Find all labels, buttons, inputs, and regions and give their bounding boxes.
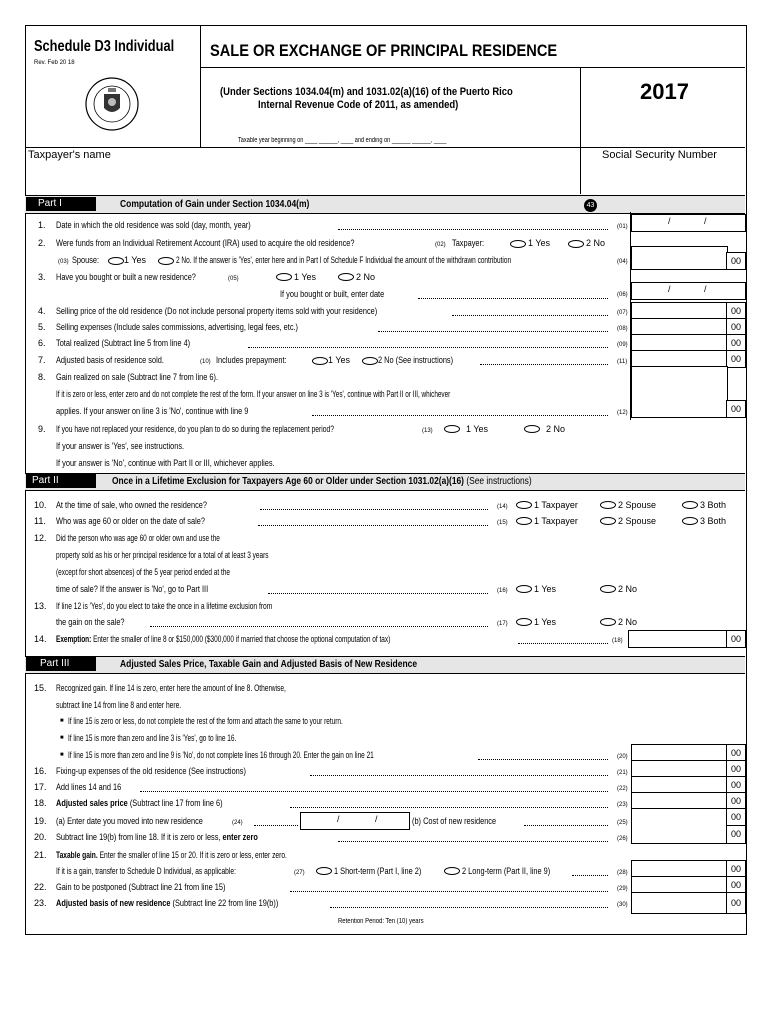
owner-both-radio[interactable] [682, 501, 698, 509]
date-separator: / [375, 814, 378, 824]
line-21-code: (27) [294, 870, 305, 876]
government-seal-icon [84, 76, 140, 132]
line-10-code: (14) [497, 504, 508, 510]
line-23-text: Adjusted basis of new residence (Subtract line 22 from line 19(b)) [56, 898, 279, 908]
new-residence-yes-radio[interactable] [276, 273, 292, 281]
line-6-number: 6. [38, 338, 46, 348]
adjusted-basis-new-cents: 00 [726, 892, 746, 914]
ira-taxpayer-yes-label: 1 Yes [528, 238, 551, 248]
long-term-label: 2 Long-term (Part II, line 9) [462, 866, 551, 876]
line-20-number: 20. [34, 832, 47, 842]
ssn-divider [580, 147, 581, 194]
line-5-number: 5. [38, 322, 46, 332]
line-3-text: Have you bought or built a new residence? [56, 272, 196, 282]
line-2-amount-code: (04) [617, 259, 628, 265]
bullet-icon: ■ [60, 735, 64, 741]
move-in-date-input[interactable] [300, 812, 410, 830]
line-19b-code: (25) [617, 820, 628, 826]
line-19a-text: (a) Enter date you moved into new residence [56, 816, 203, 826]
line-8-text: Gain realized on sale (Subtract line 7 from line 6). [56, 372, 219, 382]
part-1-title: Computation of Gain under Section 1034.04(m) [120, 199, 310, 210]
line-18-number: 18. [34, 798, 47, 808]
form-title: SALE OR EXCHANGE OF PRINCIPAL RESIDENCE [210, 41, 558, 60]
line-19a-code: (24) [232, 820, 243, 826]
line-22-number: 22. [34, 882, 47, 892]
leader-dots [518, 643, 608, 644]
leader-dots [248, 347, 608, 348]
bullet-icon: ■ [60, 718, 64, 724]
leader-dots [254, 825, 298, 826]
line-19b-text: (b) Cost of new residence [412, 816, 497, 826]
exemption-cents: 00 [726, 630, 746, 648]
line-2-taxpayer-label: Taxpayer: [452, 238, 485, 248]
part-2-title: Once in a Lifetime Exclusion for Taxpayers Age 60 or Older under Section 1031.02(a)(16) (See instructions) [112, 476, 532, 487]
leader-dots [572, 875, 608, 876]
line-23-code: (30) [617, 902, 628, 908]
line-10-text: At the time of sale, who owned the residence? [56, 500, 207, 510]
line-6-text: Total realized (Subtract line 5 from line 4) [56, 338, 191, 348]
line-20-code: (26) [617, 836, 628, 842]
line-12-text-2: property sold as his or her principal residence for a total of at least 3 years [56, 550, 269, 560]
line-7-amount-code: (11) [617, 359, 628, 365]
ira-amount-input[interactable] [631, 246, 728, 270]
line-13-text: If line 12 is 'Yes', do you elect to take the once in a lifetime exclusion from [56, 601, 273, 611]
form-subtitle-line-2: Internal Revenue Code of 2011, as amended) [258, 99, 459, 111]
bullet-icon: ■ [60, 752, 64, 758]
fixing-up-cents: 00 [726, 760, 746, 778]
long-term-radio[interactable] [444, 867, 460, 875]
line-15-code: (20) [617, 754, 628, 760]
date-separator: / [668, 216, 671, 226]
line-9-text: If you have not replaced your residence, do you plan to do so during the replacement period? [56, 424, 335, 434]
leader-dots [338, 841, 608, 842]
leader-dots [290, 807, 608, 808]
line-2-text: Were funds from an Individual Retirement Account (IRA) used to acquire the old residence? [56, 238, 355, 248]
prepayment-yes-label: 1 Yes [328, 355, 351, 365]
exemption-input[interactable] [628, 630, 728, 648]
header-divider [200, 25, 201, 147]
line-17-text: Add lines 14 and 16 [56, 782, 122, 792]
owner-taxpayer-label: 1 Taxpayer [534, 500, 578, 510]
gain-realized-cents: 00 [726, 400, 746, 418]
line-16-text: Fixing-up expenses of the old residence (See instructions) [56, 766, 246, 776]
line-14-code: (18) [612, 638, 623, 644]
replacement-yes-radio[interactable] [444, 425, 460, 433]
line-12-code: (16) [497, 588, 508, 594]
line-21-amount-code: (28) [617, 870, 628, 876]
leader-dots [480, 364, 608, 365]
owner-spouse-radio[interactable] [600, 501, 616, 509]
line-1-code: (01) [617, 224, 628, 230]
line-7-text: Adjusted basis of residence sold. [56, 355, 164, 365]
leader-dots [290, 891, 608, 892]
line-8-instruction-2: applies. If your answer on line 3 is 'No', continue with line 9 [56, 406, 249, 416]
leader-dots [330, 907, 608, 908]
line-7-number: 7. [38, 355, 46, 365]
part-3-label: Part III [26, 657, 96, 671]
line-4-text: Selling price of the old residence (Do not include personal property items sold with your residence) [56, 306, 378, 316]
line-23-number: 23. [34, 898, 47, 908]
owner-taxpayer-radio[interactable] [516, 501, 532, 509]
line-12-text-3: (except for short absences) of the 5 year period ended at the [56, 567, 230, 577]
line-14-number: 14. [34, 634, 47, 644]
adjusted-basis-cents: 00 [726, 350, 746, 368]
cost-new-residence-input[interactable] [631, 808, 728, 844]
new-residence-yes-label: 1 Yes [294, 272, 317, 282]
line-16-code: (21) [617, 770, 628, 776]
ira-amount-cents: 00 [726, 252, 746, 270]
line-13-code: (17) [497, 621, 508, 627]
line-15-text-2: subtract line 14 from line 8 and enter here. [56, 700, 182, 710]
prepayment-no-label: 2 No (See instructions) [378, 355, 454, 365]
leader-dots [312, 415, 608, 416]
line-15-bullet-2: If line 15 is more than zero and line 3 is 'Yes', go to line 16. [68, 733, 237, 743]
line-15-bullet-1: If line 15 is zero or less, do not complete the rest of the form and attach the same to your return. [68, 716, 343, 726]
selling-expenses-cents: 00 [726, 318, 746, 336]
line-17-code: (22) [617, 786, 628, 792]
line-13-number: 13. [34, 601, 47, 611]
line-15-text: Recognized gain. If line 14 is zero, enter here the amount of line 8. Otherwise, [56, 683, 286, 693]
line-14-text: Exemption: Enter the smaller of line 8 or $150,000 ($300,000 if married that choose the optional computation of tax) [56, 634, 391, 644]
tax-year: 2017 [640, 79, 689, 104]
leader-dots [452, 315, 608, 316]
line-16-number: 16. [34, 766, 47, 776]
line-3-code: (05) [228, 276, 239, 282]
age60-both-label: 3 Both [700, 516, 727, 526]
leader-dots [524, 825, 608, 826]
ira-taxpayer-yes-radio[interactable] [510, 240, 526, 248]
short-term-label: 1 Short-term (Part I, line 2) [334, 866, 422, 876]
line-19-number: 19. [34, 816, 47, 826]
owner-spouse-label: 2 Spouse [618, 500, 657, 510]
line-21-text-2: If it is a gain, transfer to Schedule D Individual, as applicable: [56, 866, 236, 876]
line-21-number: 21. [34, 850, 47, 860]
line-20-text: Subtract line 19(b) from line 18. If it is zero or less, enter zero [56, 832, 258, 842]
date-sold-input[interactable] [631, 214, 746, 232]
date-separator: / [668, 284, 671, 294]
line-6-code: (09) [617, 342, 628, 348]
line-12-text-4: time of sale? If the answer is 'No', go to Part III [56, 584, 209, 594]
year-divider [580, 67, 581, 147]
line-11-code: (15) [497, 520, 508, 526]
ira-spouse-yes-label: 1 Yes [124, 255, 147, 265]
line-5-code: (08) [617, 326, 628, 332]
age60-spouse-label: 2 Spouse [618, 516, 657, 526]
line-9-note-no: If your answer is 'No', continue with Part II or III, whichever applies. [56, 458, 275, 468]
leader-dots [150, 626, 488, 627]
line-15-number: 15. [34, 683, 47, 693]
gain-realized-input[interactable] [631, 366, 728, 418]
replacement-no-label: 2 No [546, 424, 566, 434]
line-10-number: 10. [34, 500, 47, 510]
leader-dots [378, 331, 608, 332]
ira-spouse-yes-radio[interactable] [108, 257, 124, 265]
part-2-label: Part II [26, 474, 96, 488]
line-18-text: Adjusted sales price (Subtract line 17 from line 6) [56, 798, 223, 808]
age60-taxpayer-label: 1 Taxpayer [534, 516, 578, 526]
line-11-number: 11. [34, 516, 46, 526]
line-21-text: Taxable gain. Enter the smaller of line 15 or 20. If it is zero or less, enter zero. [56, 850, 287, 860]
line-7-code: (10) [200, 359, 211, 365]
date-separator: / [704, 216, 707, 226]
leader-dots [260, 509, 488, 510]
gain-postponed-cents: 00 [726, 876, 746, 894]
ira-taxpayer-no-radio[interactable] [568, 240, 584, 248]
line-2-code: (02) [435, 242, 446, 248]
new-residence-date-input[interactable] [631, 282, 746, 300]
owner-both-label: 3 Both [700, 500, 727, 510]
line-7-prepayment-label: Includes prepayment: [216, 355, 287, 365]
cost-new-residence-cents: 00 [726, 808, 746, 826]
taxpayer-name-label: Taxpayer's name [28, 149, 111, 161]
elect-exclusion-yes-radio[interactable] [516, 618, 532, 626]
line-5-text: Selling expenses (Include sales commissions, advertising, legal fees, etc.) [56, 322, 299, 332]
own-use-yes-label: 1 Yes [534, 584, 557, 594]
date-separator: / [337, 814, 340, 824]
new-residence-no-radio[interactable] [338, 273, 354, 281]
line-2-spouse-label: Spouse: [72, 255, 100, 265]
line-9-code: (13) [422, 428, 433, 434]
badge-43: 43 [584, 199, 597, 212]
retention-period: Retention Period: Ten (10) years [338, 918, 424, 925]
line-17-cents: 00 [726, 776, 746, 794]
elect-exclusion-no-label: 2 No [618, 617, 638, 627]
form-subtitle-line-1: (Under Sections 1034.04(m) and 1031.02(a)(16) of the Puerto Rico [220, 86, 513, 98]
line-2-spouse-code: (03) [58, 259, 69, 265]
ira-taxpayer-no-label: 2 No [586, 238, 606, 248]
own-use-no-radio[interactable] [600, 585, 616, 593]
elect-exclusion-yes-label: 1 Yes [534, 617, 557, 627]
line-11-text: Who was age 60 or older on the date of sale? [56, 516, 205, 526]
total-realized-cents: 00 [726, 334, 746, 352]
leader-dots [140, 791, 608, 792]
line-3-number: 3. [38, 272, 46, 282]
line-22-code: (29) [617, 886, 628, 892]
selling-price-cents: 00 [726, 302, 746, 320]
prepayment-no-radio[interactable] [362, 357, 378, 365]
adjusted-basis-new-input[interactable] [631, 892, 728, 914]
replacement-no-radio[interactable] [524, 425, 540, 433]
ssn-input[interactable] [582, 163, 744, 193]
date-separator: / [704, 284, 707, 294]
line-1-number: 1. [38, 220, 46, 230]
prepayment-yes-radio[interactable] [312, 357, 328, 365]
line-4-number: 4. [38, 306, 46, 316]
age60-both-radio[interactable] [682, 517, 698, 525]
leader-dots [310, 775, 608, 776]
leader-dots [258, 525, 488, 526]
revision-date: Rev. Feb 20 18 [34, 60, 75, 66]
taxable-year-line: Taxable year beginning on ____ ______, ____ and ending on ______ ______, ____ [238, 137, 447, 144]
part-1-label: Part I [26, 197, 96, 211]
leader-dots [418, 298, 608, 299]
line-15-bullet-3: If line 15 is more than zero and line 9 is 'No', do not complete lines 16 through 20. Enter the gain on line 21 [68, 750, 374, 760]
line-12-number: 12. [34, 533, 47, 543]
line-4-code: (07) [617, 310, 628, 316]
adjusted-sales-price-cents: 00 [726, 792, 746, 810]
ira-spouse-no-radio[interactable] [158, 257, 174, 265]
line-9-number: 9. [38, 424, 46, 434]
ssn-label: Social Security Number [602, 149, 717, 161]
new-residence-no-label: 2 No [356, 272, 376, 282]
replacement-yes-label: 1 Yes [466, 424, 489, 434]
name-row-top [25, 147, 745, 148]
line-20-cents: 00 [726, 825, 746, 844]
line-13-text-2: the gain on the sale? [56, 617, 125, 627]
line-8-instruction-1: If it is zero or less, enter zero and do not complete the rest of the form. If your answer on line 3 is 'Yes', continue with Part II or III, whichever [56, 389, 451, 399]
leader-dots [478, 759, 608, 760]
line-3-date-text: If you bought or built, enter date [280, 289, 385, 299]
age60-taxpayer-radio[interactable] [516, 517, 532, 525]
line-8-number: 8. [38, 372, 46, 382]
part-3-title: Adjusted Sales Price, Taxable Gain and Adjusted Basis of New Residence [120, 659, 418, 670]
title-rule [200, 67, 745, 68]
line-18-code: (23) [617, 802, 628, 808]
age60-spouse-radio[interactable] [600, 517, 616, 525]
line-9-note-yes: If your answer is 'Yes', see instructions. [56, 441, 185, 451]
taxable-gain-cents: 00 [726, 860, 746, 878]
line-2-number: 2. [38, 238, 46, 248]
own-use-no-label: 2 No [618, 584, 638, 594]
taxpayer-name-input[interactable] [26, 163, 580, 193]
own-use-yes-radio[interactable] [516, 585, 532, 593]
leader-dots [268, 593, 488, 594]
line-3-date-code: (06) [617, 292, 628, 298]
schedule-title: Schedule D3 Individual [34, 38, 175, 55]
line-1-text: Date in which the old residence was sold (day, month, year) [56, 220, 251, 230]
line-12-text: Did the person who was age 60 or older own and use the [56, 533, 220, 543]
elect-exclusion-no-radio[interactable] [600, 618, 616, 626]
line-17-number: 17. [34, 782, 47, 792]
line-22-text: Gain to be postponed (Subtract line 21 from line 15) [56, 882, 226, 892]
recognized-gain-cents: 00 [726, 744, 746, 762]
line-8-code: (12) [617, 410, 628, 416]
short-term-radio[interactable] [316, 867, 332, 875]
leader-dots [338, 229, 608, 230]
line-2-instruction: 2 No. If the answer is 'Yes', enter here and in Part I of Schedule F Individual the amount of the withdrawn contribution [176, 255, 512, 265]
